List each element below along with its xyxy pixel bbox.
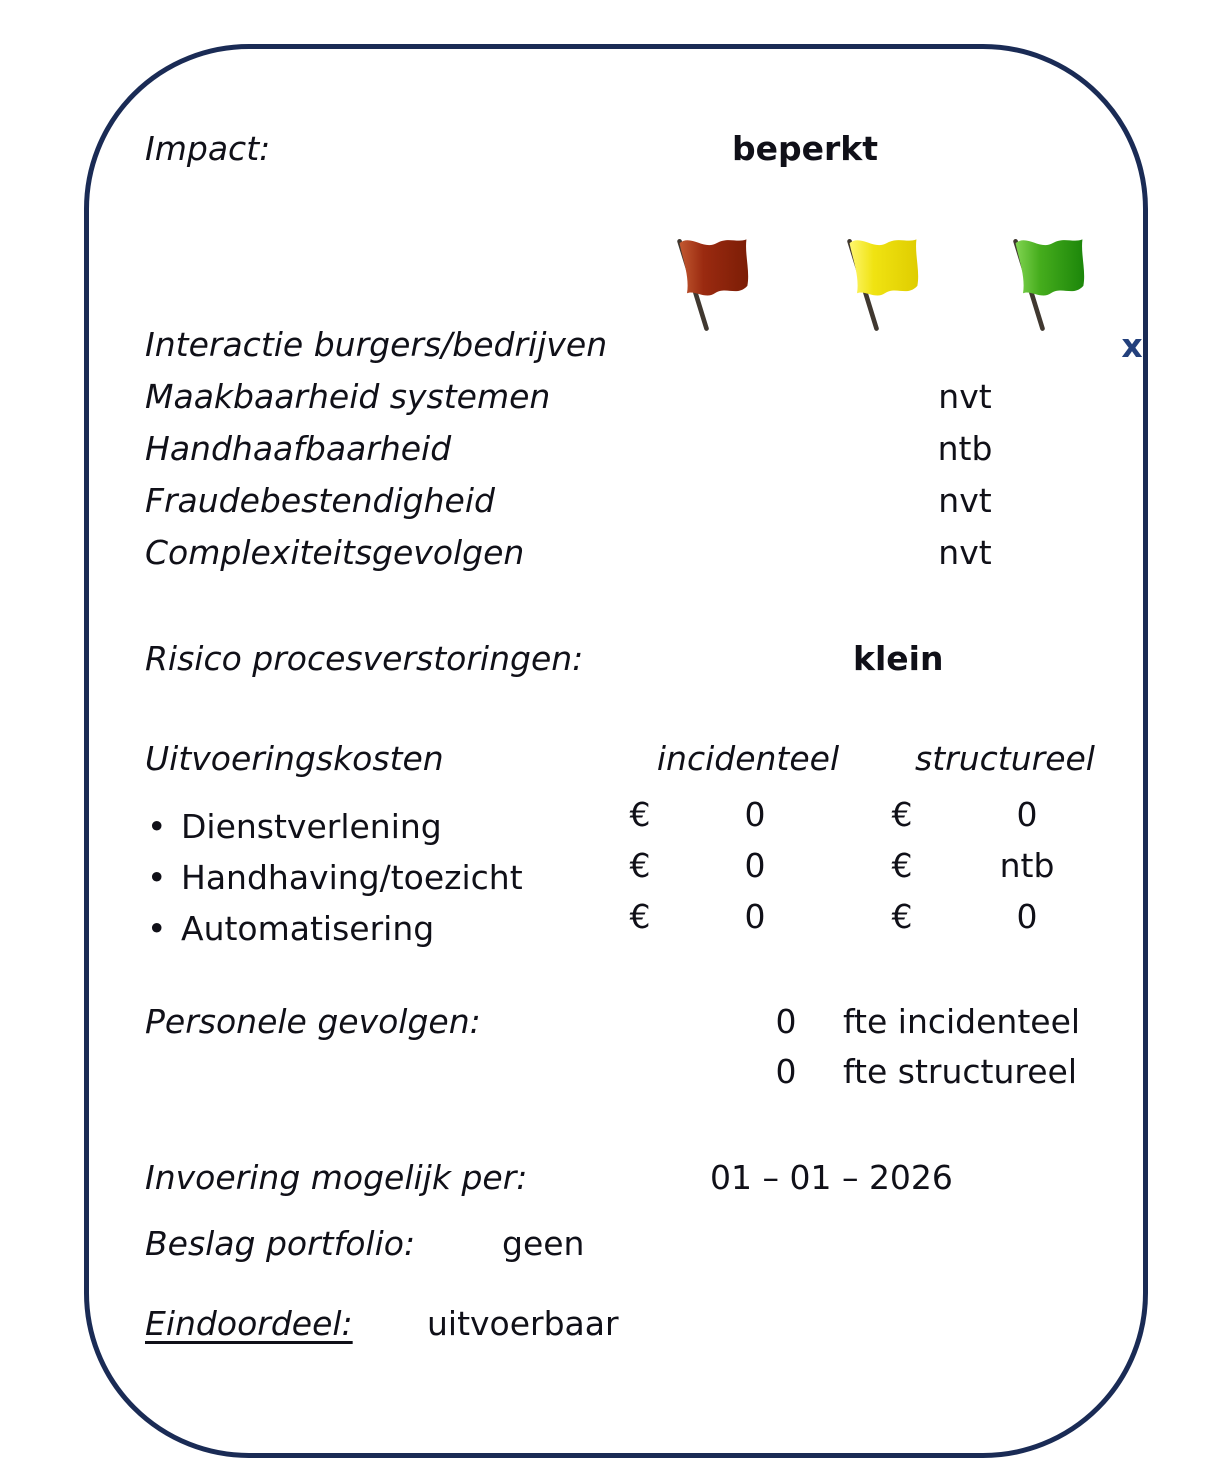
- risico-value: klein: [853, 639, 944, 678]
- criterion-green-check: x: [1121, 326, 1143, 365]
- kosten-row-label: Automatisering: [181, 909, 435, 948]
- invoering-value: 01 – 01 – 2026: [710, 1158, 953, 1197]
- personele-label: Personele gevolgen:: [145, 1002, 481, 1041]
- kosten-val-structureel: 0: [1016, 795, 1038, 834]
- criterion-label: Interactie burgers/bedrijven: [145, 325, 608, 364]
- kosten-col-incidenteel: incidenteel: [656, 739, 840, 778]
- eindoordeel-label: Eindoordeel:: [145, 1304, 353, 1343]
- kosten-val-incidenteel: 0: [744, 846, 766, 885]
- risico-label: Risico procesverstoringen:: [145, 639, 584, 678]
- impact-label: Impact:: [145, 129, 271, 168]
- fte-unit: fte structureel: [843, 1052, 1077, 1091]
- fte-value: 0: [775, 1002, 797, 1041]
- euro-sign: €: [891, 897, 913, 936]
- criterion-value: nvt: [938, 377, 992, 416]
- kosten-label: Uitvoeringskosten: [145, 739, 444, 778]
- kosten-val-structureel: ntb: [999, 846, 1055, 885]
- criterion-value: ntb: [937, 429, 993, 468]
- euro-sign: €: [629, 897, 651, 936]
- euro-sign: €: [891, 846, 913, 885]
- impact-card: [84, 44, 1148, 1458]
- criterion-value: nvt: [938, 481, 992, 520]
- euro-sign: €: [629, 846, 651, 885]
- criterion-value: nvt: [938, 533, 992, 572]
- kosten-row-label: Dienstverlening: [181, 807, 442, 846]
- kosten-val-incidenteel: 0: [744, 897, 766, 936]
- invoering-label: Invoering mogelijk per:: [145, 1158, 528, 1197]
- flag-cloth: [1016, 239, 1085, 295]
- red-flag-icon: [665, 232, 761, 336]
- bullet-icon: •: [147, 909, 167, 948]
- kosten-col-structureel: structureel: [915, 739, 1095, 778]
- fte-unit: fte incidenteel: [843, 1002, 1081, 1041]
- bullet-icon: •: [147, 807, 167, 846]
- yellow-flag-icon: [835, 232, 931, 336]
- kosten-row-label: Handhaving/toezicht: [181, 858, 523, 897]
- criterion-label: Complexiteitsgevolgen: [145, 533, 525, 572]
- euro-sign: €: [629, 795, 651, 834]
- green-flag-icon: [1001, 232, 1097, 336]
- kosten-val-incidenteel: 0: [744, 795, 766, 834]
- impact-value: beperkt: [732, 129, 879, 168]
- eindoordeel-value: uitvoerbaar: [427, 1304, 619, 1343]
- flag-cloth: [680, 239, 749, 295]
- criterion-label: Handhaafbaarheid: [145, 429, 452, 468]
- kosten-val-structureel: 0: [1016, 897, 1038, 936]
- beslag-value: geen: [502, 1224, 585, 1263]
- criterion-label: Fraudebestendigheid: [145, 481, 495, 520]
- beslag-label: Beslag portfolio:: [145, 1224, 416, 1263]
- flag-cloth: [850, 239, 919, 295]
- criterion-label: Maakbaarheid systemen: [145, 377, 551, 416]
- bullet-icon: •: [147, 858, 167, 897]
- euro-sign: €: [891, 795, 913, 834]
- fte-value: 0: [775, 1052, 797, 1091]
